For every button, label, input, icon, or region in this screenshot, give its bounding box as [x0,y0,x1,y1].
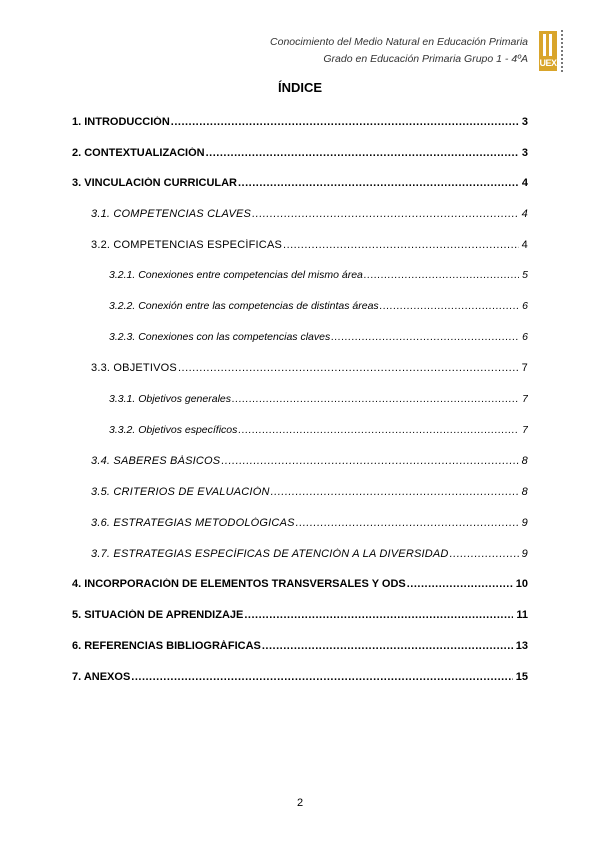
toc-entry-page: 6 [522,331,528,343]
toc-entry-introduccion[interactable] [72,116,528,128]
toc-entry-label: 5. SITUACIÓN DE APRENDIZAJE [72,609,244,621]
toc-entry-estrategias-metodologicas[interactable] [91,517,528,529]
header-course-title: Conocimiento del Medio Natural en Educación Primaria [270,36,528,48]
header-degree-group: Grado en Educación Primaria Grupo 1 - 4ºA [323,53,528,65]
toc-entry-vinculacion-curricular[interactable] [72,177,528,189]
running-header [270,34,528,68]
leader-dots [283,239,519,251]
toc-entry-page: 9 [521,517,528,529]
toc-entry-referencias-bibliograficas[interactable] [72,640,528,652]
toc-entry-label: 3.5. CRITERIOS DE EVALUACIÓN [91,486,270,498]
page-title: ÍNDICE [277,80,323,95]
toc-entry-objetivos-especificos[interactable] [109,424,528,436]
toc-entry-saberes-basicos[interactable] [91,455,528,467]
toc-entry-page: 7 [521,362,528,374]
toc-entry-page: 3 [521,147,528,159]
toc-entry-label: 2. CONTEXTUALIZACIÓN [72,147,205,159]
logo-text: UEX [539,58,557,68]
toc-entry-label: 3.6. ESTRATEGIAS METODOLÓGICAS [91,517,295,529]
toc-entry-page: 4 [521,177,528,189]
toc-entry-label: 1. INTRODUCCIÓN [72,116,170,128]
leader-dots [221,455,518,467]
leader-dots [364,269,519,281]
toc-entry-objetivos[interactable] [91,362,528,374]
toc-entry-page: 4 [521,239,528,251]
toc-entry-page: 4 [521,208,528,220]
toc-entry-elementos-transversales[interactable] [72,578,528,590]
toc-entry-page: 9 [521,548,528,560]
leader-dots [232,393,519,405]
toc-entry-criterios-evaluacion[interactable] [91,486,528,498]
leader-dots [296,517,519,529]
toc-entry-page: 5 [522,269,528,281]
leader-dots [407,578,513,590]
toc-entry-conexiones-competencias-claves[interactable] [109,331,528,343]
university-logo [534,28,572,74]
leader-dots [450,548,519,560]
toc-entry-anexos[interactable] [72,671,528,683]
leader-dots [380,300,519,312]
toc-entry-label: 3.2. COMPETENCIAS ESPECÍFICAS [91,239,283,251]
leader-dots [331,331,519,343]
toc-entry-page: 8 [521,455,528,467]
toc-entry-competencias-claves[interactable] [91,208,528,220]
toc-entry-label: 3.2.1. Conexiones entre competencias del mismo área [109,269,363,281]
toc-entry-label: 3.1. COMPETENCIAS CLAVES [91,208,252,220]
leader-dots [238,424,519,436]
logo-side-text [561,30,566,72]
toc-entry-label: 3.3.1. Objetivos generales [109,393,231,405]
toc-entry-label: 3.4. SABERES BÁSICOS [91,455,221,467]
toc-entry-label: 3.3. OBJETIVOS [91,362,177,374]
toc-entry-objetivos-generales[interactable] [109,393,528,405]
leader-dots [178,362,519,374]
toc-entry-conexiones-mismo-area[interactable] [109,269,528,281]
leader-dots [262,640,513,652]
toc-entry-page: 6 [522,300,528,312]
leader-dots [271,486,519,498]
toc-entry-label: 3.2.2. Conexión entre las competencias de distintas áreas [109,300,379,312]
toc-entry-label: 6. REFERENCIAS BIBLIOGRÁFICAS [72,640,261,652]
leader-dots [206,147,519,159]
leader-dots [171,116,519,128]
leader-dots [131,671,512,683]
toc-entry-page: 15 [515,671,528,683]
toc-entry-page: 8 [521,486,528,498]
toc-entry-page: 11 [516,609,528,621]
toc-entry-label: 3.3.2. Objetivos específicos [109,424,238,436]
logo-column-2 [549,34,552,56]
logo-column-1 [543,34,546,56]
leader-dots [252,208,519,220]
toc-entry-competencias-especificas[interactable] [91,239,528,251]
toc-entry-atencion-diversidad[interactable] [91,548,528,560]
toc-entry-conexion-distintas-areas[interactable] [109,300,528,312]
toc-entry-page: 13 [515,640,528,652]
toc-entry-page: 7 [522,393,528,405]
toc-entry-page: 3 [521,116,528,128]
toc-entry-situacion-aprendizaje[interactable] [72,609,528,621]
page-number: 2 [296,797,304,809]
toc-entry-label: 3.7. ESTRATEGIAS ESPECÍFICAS DE ATENCIÓN A LA DIVERSIDAD [91,548,449,560]
toc-entry-page: 7 [522,424,528,436]
toc-entry-label: 7. ANEXOS [72,671,131,683]
leader-dots [244,609,513,621]
toc-entry-label: 4. INCORPORACIÓN DE ELEMENTOS TRANSVERSALES Y ODS [72,578,406,590]
toc-entry-page: 10 [515,578,528,590]
toc-entry-label: 3.2.3. Conexiones con las competencias claves [109,331,331,343]
leader-dots [238,177,519,189]
toc-entry-contextualizacion[interactable] [72,147,528,159]
toc-entry-label: 3. VINCULACIÓN CURRICULAR [72,177,237,189]
